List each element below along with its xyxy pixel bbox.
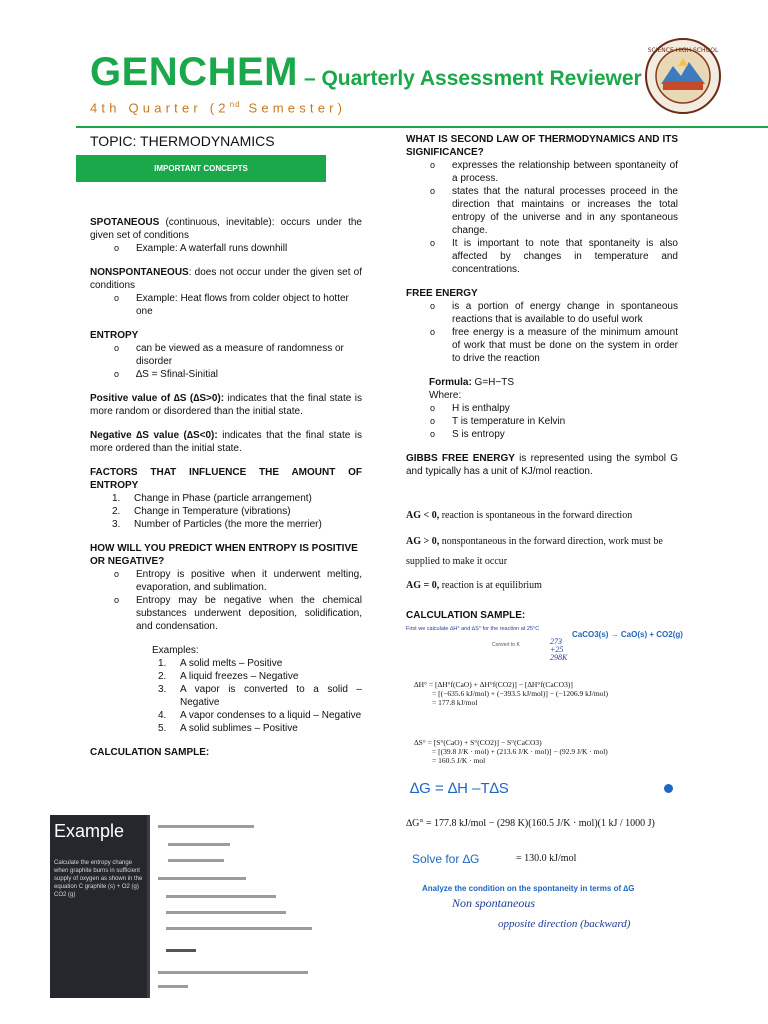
hand-num: +25 [550,645,564,654]
solve-label: Solve for ∆G [412,852,480,866]
calc-line: = 177.8 kJ/mol [432,698,478,707]
example-title: Example [54,821,125,841]
calc-line: ∆S° = [S°(CaO) + S°(CO2)] − S°(CaCO3) [414,738,542,747]
where-label: Where: [429,390,462,401]
list-item: o Example: A waterfall runs downhill [90,242,362,255]
list-item [90,709,362,722]
seal-text: SCIENCE HIGH SCHOOL [647,47,719,54]
list-text: A solid sublimes – Positive [180,723,298,734]
example-work-panel [150,815,320,998]
nonspontaneous-definition [90,266,362,292]
list-item: o Entropy is positive when it underwent melting, evaporation, and sublimation. [90,568,362,594]
formula-block [406,376,678,402]
gibbs-text: reaction is at equilibrium [439,580,542,591]
gibbs-text: nonspontaneous in the forward direction, work must be [439,536,663,547]
positive-def-text: indicates that the final state is more random or disordered than the initial state. [90,393,362,417]
formula-line [429,376,678,389]
list-item [90,492,362,505]
work-line [166,949,196,952]
gibbs-line [406,579,678,593]
spontaneous-def-text: (continuous, inevitable): occurs under the given set of conditions [90,217,362,241]
gibbs-calculation-sample [406,610,696,952]
title-genchem: GENCHEM [90,50,298,94]
list-number: 1. [158,658,167,669]
handwritten-answer-2: opposite direction (backward) [498,918,631,930]
negative-entropy-definition [90,429,362,455]
list-item: o free energy is a measure of the minimum amount of work that must be done on the system in order to drive the reaction [406,326,678,365]
gibbs-text: reaction is spontaneous in the forward direction [439,510,633,521]
document-subtitle [90,100,346,115]
list-item [90,670,362,683]
calc-intro: First we calculate ∆H° and ∆S° for the reaction at 25°C [406,626,540,632]
gibbs-substitution: ∆G° = 177.8 kJ/mol − (298 K)(160.5 J/K · mol)(1 kJ / 1000 J) [406,818,655,829]
enthalpy-calc [414,680,608,707]
list-item: o Entropy may be negative when the chemical substances underwent deposition, solidification, and condensation. [90,594,362,633]
list-item: o states that the natural processes proceed in the direction that maintains or increases the total entropy of the universe and in any spontaneous change. [406,185,678,237]
subtitle-end: Semester) [240,100,347,116]
work-line [166,895,276,898]
examples-block [90,644,362,735]
gibbs-condition: AG > 0, [406,536,440,547]
second-law-list [406,159,678,276]
list-item: o H is enthalpy [406,402,678,415]
solve-value: = 130.0 kJ/mol [516,853,577,864]
important-concepts-banner: IMPORTANT CONCEPTS [76,155,326,182]
handwritten-answer-1: Non spontaneous [452,896,536,910]
negative-def-text: indicates that the final state is more ordered than the initial state. [90,430,362,454]
example-side-panel [50,815,147,998]
entropy-calc [414,738,608,765]
work-line [166,911,286,914]
calc-line: = 160.5 J/K · mol [432,756,486,765]
subtitle-sup: nd [229,100,241,109]
list-text: A vapor condenses to a liquid – Negative [180,710,362,721]
spontaneous-definition [90,216,362,242]
work-line [158,985,188,988]
document-title [90,50,642,95]
list-text: A solid melts – Positive [180,658,283,669]
list-item: o S is entropy [406,428,678,441]
entropy-heading: ENTROPY [90,330,139,341]
predict-list [90,568,362,633]
subtitle-main: 4th Quarter (2 [90,100,230,116]
list-item [90,683,362,709]
hand-num: 273 [550,637,562,646]
right-calc-heading: CALCULATION SAMPLE: [406,610,526,621]
list-item: o T is temperature in Kelvin [406,415,678,428]
nonspontaneous-list [90,292,362,318]
list-number: 3. [112,519,121,530]
list-item: o Example: Heat flows from colder object to hotter one [90,292,362,318]
formula-text: G=H−TS [471,377,515,388]
gibbs-text: supplied to make it occur [406,556,508,567]
list-item: o expresses the relationship between spontaneity of a process. [406,159,678,185]
list-number: 1. [112,493,121,504]
entropy-example-image [50,815,320,998]
hand-num: 298K [550,653,568,662]
calc-line: = [(−635.6 kJ/mol) + (−393.5 kJ/mol)] − (−1206.9 kJ/mol) [432,689,608,698]
list-number: 3. [158,684,167,695]
free-energy-heading: FREE ENERGY [406,288,478,299]
gibbs-line [406,555,678,569]
free-energy-list [406,300,678,365]
spontaneous-term: SPOTANEOUS [90,217,160,228]
gibbs-condition: AG = 0, [406,580,440,591]
gibbs-condition: AG < 0, [406,510,440,521]
title-suffix: – Quarterly Assessment Reviewer [303,67,642,90]
work-line [158,877,246,880]
right-column [406,133,678,478]
handwritten-conversion [550,638,567,662]
convert-note: Convert to K [492,642,520,648]
nonspontaneous-def-text: : does not occur under the given set of conditions [90,267,362,291]
list-item [90,518,362,531]
list-number: 5. [158,723,167,734]
predict-heading: HOW WILL YOU PREDICT WHEN ENTROPY IS POSITIVE OR NEGATIVE? [90,543,358,567]
list-item [90,657,362,670]
examples-label: Examples: [152,645,199,656]
list-item: o can be viewed as a measure of randomness or disorder [90,342,362,368]
list-number: 2. [112,506,121,517]
list-number: 2. [158,671,167,682]
example-description: Calculate the entropy change when graphite burns in sufficient supply of oxygen as shown in the equation C graphite (s) + O2 (g) CO2 (g) [54,860,143,898]
work-line [166,927,312,930]
factors-heading: FACTORS THAT INFLUENCE THE AMOUNT OF ENTROPY [90,467,362,491]
gibbs-def-text: is represented using the symbol G and typically has a unit of KJ/mol reaction. [406,453,678,477]
calc-line: = [(39.8 J/K · mol) + (213.6 J/K · mol)] − (92.9 J/K · mol) [432,747,608,756]
calc-line: ∆H° = [∆H°f(CaO) + ∆H°f(CO2)] − [∆H°f(CaCO3)] [414,680,573,689]
examples-list [90,657,362,735]
school-seal-icon [645,38,721,114]
where-list [406,402,678,441]
entropy-list [90,342,362,381]
list-text: A vapor is converted to a solid – Negative [180,684,362,708]
list-text: Number of Particles (the more the merrier) [134,519,322,530]
list-text: Change in Phase (particle arrangement) [134,493,312,504]
list-text: A liquid freezes – Negative [180,671,299,682]
gibbs-definition [406,452,678,478]
spontaneous-list [90,242,362,255]
list-item [90,722,362,735]
analyze-prompt: Analyze the condition on the spontaneity in terms of ∆G [422,884,635,893]
gibbs-line [406,509,678,523]
factors-list [90,492,362,531]
negative-term: Negative ∆S value (∆S<0): [90,430,218,441]
list-item: o is a portion of energy change in spontaneous reactions that is available to do useful work [406,300,678,326]
list-number: 4. [158,710,167,721]
left-column [90,133,362,759]
second-law-heading: WHAT IS SECOND LAW OF THERMODYNAMICS AND ITS SIGNIFICANCE? [406,134,678,158]
list-item [90,505,362,518]
gibbs-conditions-image [406,505,678,597]
info-dot-icon [664,784,673,793]
gibbs-equation: ∆G = ∆H –T∆S [410,780,509,797]
gibbs-line [406,535,678,549]
gibbs-term: GIBBS FREE ENERGY [406,453,515,464]
list-item: o ∆S = Sfinal-Sinitial [90,368,362,381]
list-text: Change in Temperature (vibrations) [134,506,291,517]
reaction-equation: CaCO3(s) → CaO(s) + CO2(g) [572,630,683,639]
work-line [168,843,230,846]
header-divider [76,126,768,128]
left-calc-heading: CALCULATION SAMPLE: [90,747,210,758]
work-line [158,825,254,828]
work-line [168,859,224,862]
positive-entropy-definition [90,392,362,418]
positive-term: Positive value of ∆S (∆S>0): [90,393,225,404]
list-item: o It is important to note that spontaneity is also affected by changes in temperature and concentrations. [406,237,678,276]
work-line [158,971,308,974]
nonspontaneous-term: NONSPONTANEOUS [90,267,189,278]
formula-label: Formula: [429,377,472,388]
topic-heading: TOPIC: THERMODYNAMICS [90,133,275,149]
